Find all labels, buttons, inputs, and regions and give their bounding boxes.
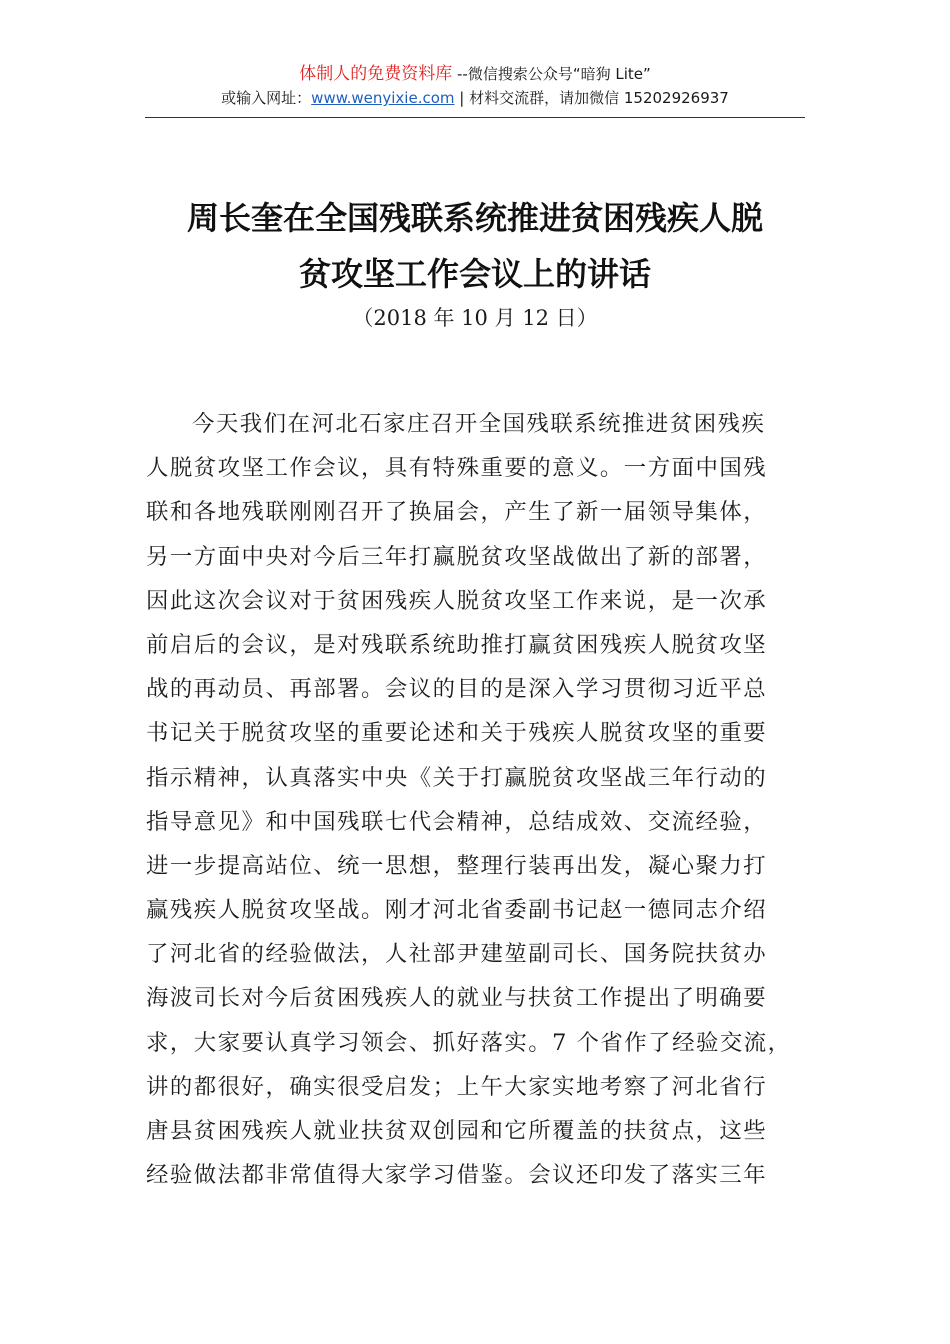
body-line: 求，大家要认真学习领会、抓好落实。7 个省作了经验交流，: [146, 1029, 792, 1056]
document-title: [120, 190, 830, 302]
body-line: 另一方面中央对今后三年打赢脱贫攻坚战做出了新的部署，: [146, 543, 768, 570]
body-line: 进一步提高站位、统一思想，整理行装再出发，凝心聚力打: [146, 852, 768, 879]
body-line: 赢残疾人脱贫攻坚战。刚才河北省委副书记赵一德同志介绍: [146, 897, 768, 924]
document-date: （2018 年 10 月 12 日）: [352, 306, 598, 330]
header-line-1: [145, 62, 805, 86]
body-line: 海波司长对今后贫困残疾人的就业与扶贫工作提出了明确要: [146, 985, 768, 1012]
body-line: 讲的都很好，确实很受启发；上午大家实地考察了河北省行: [146, 1073, 768, 1100]
body-line: 书记关于脱贫攻坚的重要论述和关于残疾人脱贫攻坚的重要: [146, 720, 768, 747]
body-line: 联和各地残联刚刚召开了换届会，产生了新一届领导集体，: [146, 499, 768, 526]
body-line: 唐县贫困残疾人就业扶贫双创园和它所覆盖的扶贫点，这些: [146, 1118, 768, 1144]
body-line: 经验做法都非常值得大家学习借鉴。会议还印发了落实三年: [146, 1162, 768, 1189]
brand-text: 体制人的免费资料库: [299, 64, 453, 84]
body-line: 因此这次会议对于贫困残疾人脱贫攻坚工作来说，是一次承: [146, 587, 768, 614]
body-line: 人脱贫攻坚工作会议，具有特殊重要的意义。一方面中国残: [146, 455, 768, 482]
body-line: 指示精神，认真落实中央《关于打赢脱贫攻坚战三年行动的: [146, 764, 768, 791]
website-link[interactable]: www.wenyixie.com: [311, 89, 455, 107]
header-line-2: [145, 86, 805, 110]
body-line: 战的再动员、再部署。会议的目的是深入学习贯彻习近平总: [146, 676, 768, 703]
wechat-note: --微信搜索公众号“暗狗 Lite”: [457, 65, 651, 83]
body-line: 前启后的会议，是对残联系统助推打赢贫困残疾人脱贫攻坚: [146, 631, 768, 658]
body-paragraph: [146, 402, 816, 1197]
body-line: 了河北省的经验做法，人社部尹建堃副司长、国务院扶贫办: [146, 941, 768, 968]
header-separator: |: [454, 89, 470, 107]
title-line-2: 贫攻坚工作会议上的讲话: [298, 255, 651, 293]
contact-text: 材料交流群，请加微信 15202926937: [469, 89, 729, 107]
header-divider: [145, 117, 805, 118]
url-prefix: 或输入网址：: [221, 89, 312, 107]
body-line: 指导意见》和中国残联七代会精神，总结成效、交流经验，: [146, 808, 768, 835]
title-line-1: 周长奎在全国残联系统推进贫困残疾人脱: [186, 199, 763, 237]
page-header: [145, 62, 805, 110]
body-line: 今天我们在河北石家庄召开全国残联系统推进贫困残疾: [192, 411, 766, 437]
